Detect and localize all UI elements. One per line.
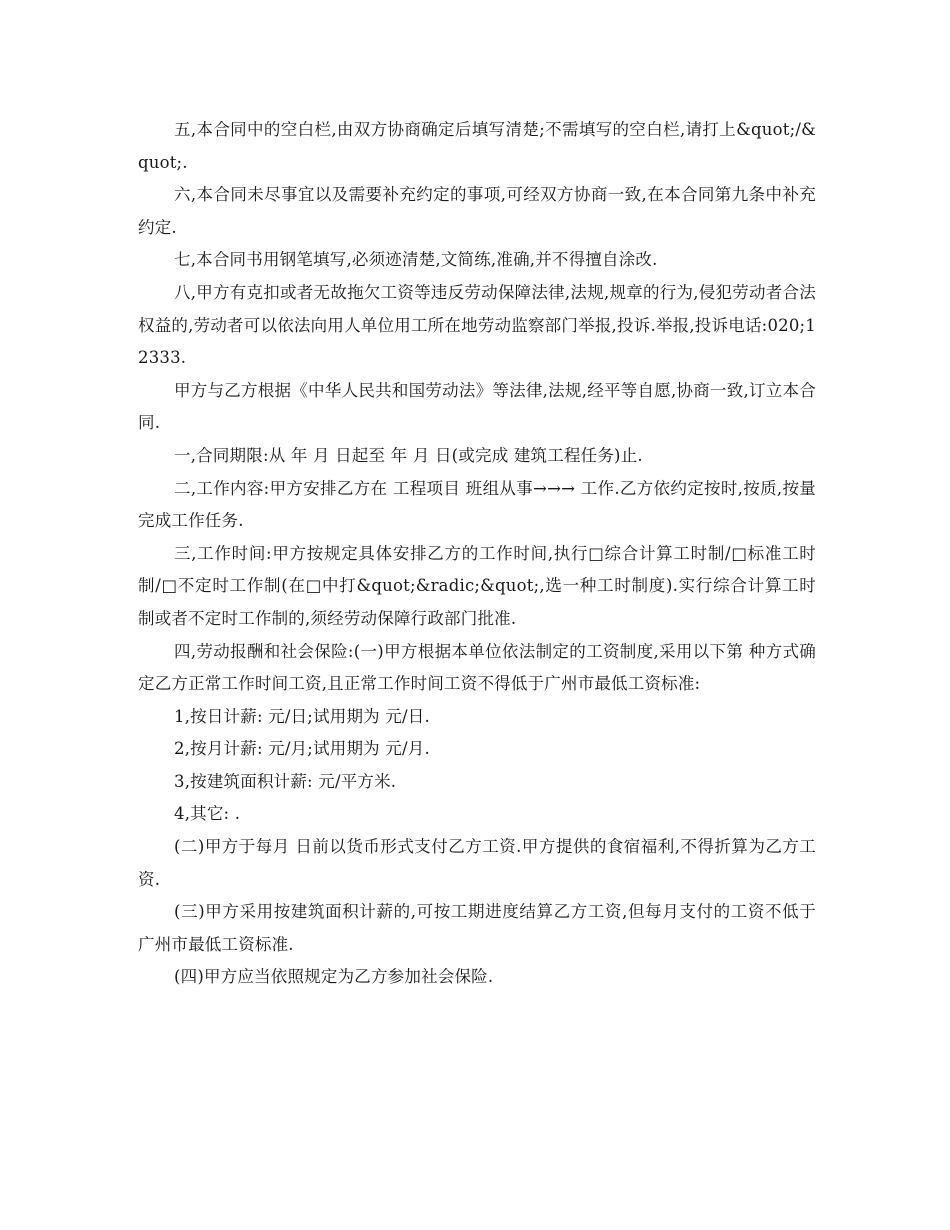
article-3-working-hours: 三,工作时间:甲方按规定具体安排乙方的工作时间,执行□综合计算工时制/□标准工时制/□不定时工作制(在□中打&quot;&radic;&quot;,选一种工时制度).实行综合计算工时制或者不定时工作制的,须经劳动保障行政部门批准.: [138, 543, 816, 628]
article-4-remuneration: 四,劳动报酬和社会保险:(一)甲方根据本单位依法制定的工资制度,采用以下第 种方式确定乙方正常工作时间工资,且正常工作时间工资不得低于广州市最低工资标准:: [138, 641, 816, 694]
clause-6-supplementary-terms: 六,本合同未尽事宜以及需要补充约定的事项,可经双方协商一致,在本合同第九条中补充约定.: [138, 185, 816, 237]
pay-option-other: 4,其它: .: [174, 804, 241, 824]
article-4-4-social-insurance: (四)甲方应当依照规定为乙方参加社会保险.: [174, 967, 494, 987]
contract-page: [138, 114, 816, 994]
clause-7-pen-writing: 七,本合同书用钢笔填写,必须迹清楚,文简练,准确,并不得擅自涂改.: [174, 250, 658, 270]
pay-option-daily: 1,按日计薪: 元/日;试用期为 元/日.: [174, 706, 430, 726]
pay-option-monthly: 2,按月计薪: 元/月;试用期为 元/月.: [174, 739, 430, 759]
article-2-work-content: 二,工作内容:甲方安排乙方在 工程项目 班组从事→→→ 工作.乙方依约定按时,按质,按量完成工作任务.: [138, 478, 816, 531]
clause-8-complaint-hotline: 八,甲方有克扣或者无故拖欠工资等违反劳动保障法律,法规,规章的行为,侵犯劳动者合法权益的,劳动者可以依法向用人单位用工所在地劳动监察部门举报,投诉.举报,投诉电话:020;12333.: [138, 282, 816, 368]
article-4-3-area-pay: (三)甲方采用按建筑面积计薪的,可按工期进度结算乙方工资,但每月支付的工资不低于广州市最低工资标准.: [138, 902, 816, 954]
article-4-2-payment-date: (二)甲方于每月 日前以货币形式支付乙方工资.甲方提供的食宿福利,不得折算为乙方工资.: [138, 837, 816, 889]
clause-5-blank-fields: 五,本合同中的空白栏,由双方协商确定后填写清楚;不需填写的空白栏,请打上&quot;/&quot;.: [138, 120, 816, 172]
contract-preamble: 甲方与乙方根据《中华人民共和国劳动法》等法律,法规,经平等自愿,协商一致,订立本合同.: [138, 380, 816, 433]
article-1-contract-term: 一,合同期限:从 年 月 日起至 年 月 日(或完成 建筑工程任务)止.: [174, 445, 643, 465]
pay-option-area: 3,按建筑面积计薪: 元/平方米.: [174, 771, 397, 791]
